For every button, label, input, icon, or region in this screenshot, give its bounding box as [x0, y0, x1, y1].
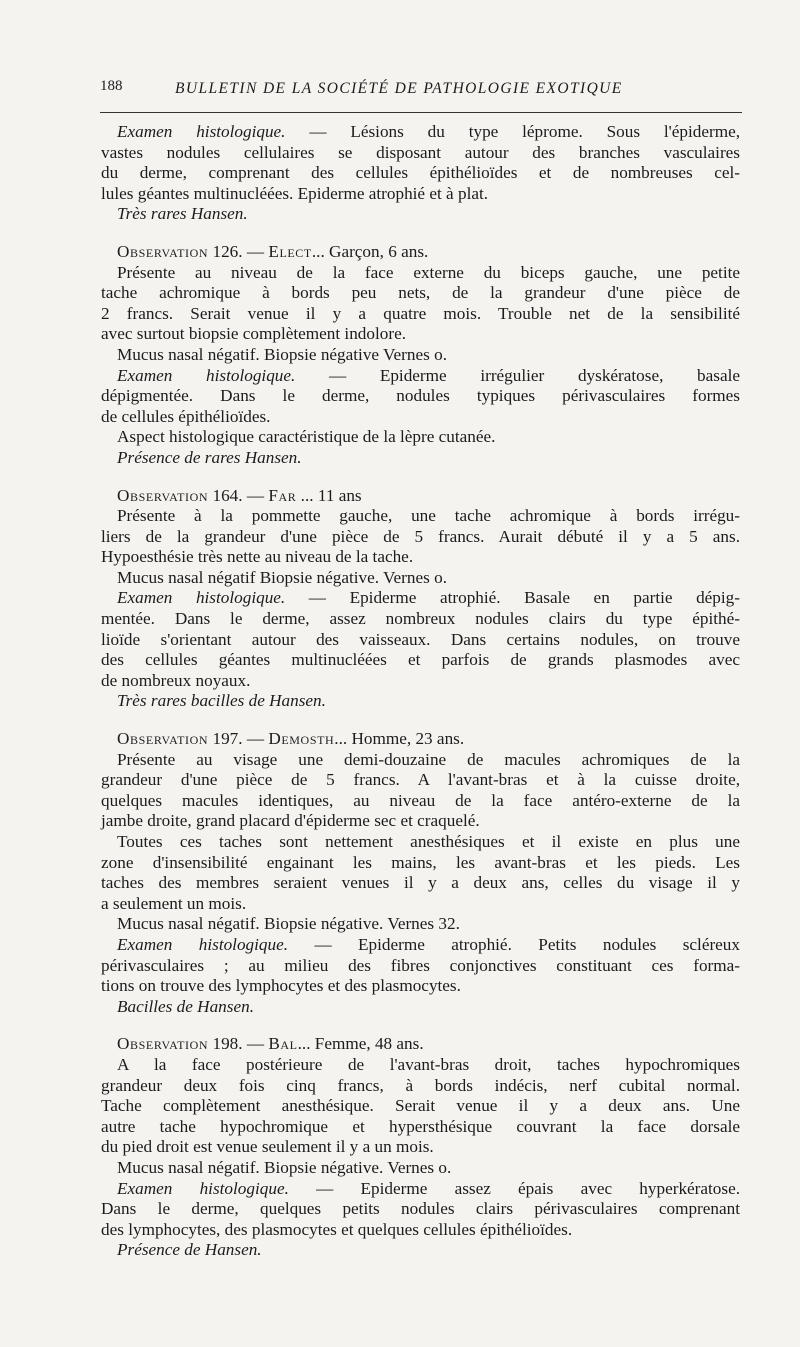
text-line: Présente au niveau de la face externe du biceps gauche, une petite — [117, 262, 740, 282]
header-rule — [100, 112, 742, 113]
text-line: Présente au visage une demi-douzaine de macules achromiques de la — [117, 749, 740, 769]
text-line: Dans le derme, quelques petits nodules clairs périvasculaires comprenant — [101, 1199, 740, 1219]
text-line: Toutes ces taches sont nettement anesthésiques et il existe en plus une — [117, 832, 740, 851]
text-line: Examen histologique. — Epiderme assez épais avec hyperkératose. — [117, 1178, 741, 1198]
text-line: lioïde s'orientant autour des vaisseaux. Dans certains nodules, on trouve — [101, 629, 740, 649]
text-line: Examen histologique. — Epiderme atrophié. Basale en partie dépig- — [117, 588, 740, 608]
running-head — [100, 76, 734, 106]
text-line: du pied droit est venue seulement il y a un mois. — [101, 1137, 434, 1157]
text-line: des cellules géantes multinucléées et parfois de grands plasmodes avec — [101, 650, 740, 670]
text-line: périvasculaires ; au milieu des fibres conjonctives constituant ces forma- — [101, 955, 740, 975]
observation-heading: Observation 197. — Demosth... Homme, 23 ans. — [117, 729, 465, 749]
text-line: liers de la grandeur d'une pièce de 5 francs. Aurait débuté il y a 5 ans. — [101, 526, 740, 546]
text-line: Mucus nasal négatif. Biopsie négative. Vernes o. — [117, 1157, 452, 1177]
text-line: grandeur deux fois cinq francs, à bords indécis, nerf cubital normal. — [101, 1075, 740, 1095]
journal-title: BULLETIN DE LA SOCIÉTÉ DE PATHOLOGIE EXOTIQUE — [175, 80, 623, 97]
result-line: Très rares bacilles de Hansen. — [117, 691, 326, 711]
text-line: Examen histologique. — Epiderme atrophié. Petits nodules scléreux — [117, 934, 740, 954]
result-line: Présence de rares Hansen. — [117, 447, 302, 467]
observation-heading: Observation 164. — Far ... 11 ans — [117, 485, 362, 505]
text-line: a seulement un mois. — [101, 893, 247, 913]
text-line: de cellules épithélioïdes. — [101, 406, 271, 426]
text-line: jambe droite, grand placard d'épiderme sec et craquelé. — [101, 811, 480, 831]
text-line: taches des membres seraient venues il y a deux ans, celles du visage il y — [101, 873, 740, 893]
text-line: lules géantes multinucléées. Epiderme atrophié et à plat. — [101, 183, 489, 203]
text-line: Examen histologique. — Lésions du type léprome. Sous l'épiderme, — [117, 122, 740, 141]
observation-164 — [101, 486, 740, 713]
text-line: vastes nodules cellulaires se disposant autour des branches vasculaires — [101, 142, 740, 162]
text-line: tache achromique à bords peu nets, de la grandeur d'une pièce de — [101, 283, 740, 303]
section-label: Examen histologique. — [117, 934, 289, 954]
observation-heading: Observation 198. — Bal... Femme, 48 ans. — [117, 1034, 424, 1054]
text-line: Mucus nasal négatif. Biopsie négative Vernes o. — [117, 344, 447, 364]
observation-126 — [101, 242, 740, 469]
text-line: Aspect histologique caractéristique de la lèpre cutanée. — [117, 427, 496, 447]
text-line: de nombreux noyaux. — [101, 670, 251, 690]
section-label: Examen histologique. — [117, 365, 296, 385]
text-line: des lymphocytes, des plasmocytes et quelques cellules épithélioïdes. — [101, 1219, 573, 1239]
observation-heading: Observation 126. — Elect... Garçon, 6 ans. — [117, 241, 429, 261]
article-body — [101, 122, 740, 1261]
result-line: Présence de Hansen. — [117, 1240, 262, 1260]
page-number: 188 — [100, 78, 123, 94]
text-line: Mucus nasal négatif Biopsie négative. Vernes o. — [117, 567, 447, 587]
text-line: Tache complètement anesthésique. Serait venue il y a deux ans. Une — [101, 1096, 740, 1116]
text-line: avec surtout biopsie complètement indolore. — [101, 324, 406, 344]
intro-paragraph — [101, 122, 740, 225]
text-line: zone d'insensibilité engainant les mains, les avant-bras et les pieds. Les — [101, 852, 740, 872]
result-line: Bacilles de Hansen. — [117, 996, 254, 1016]
text-line: Hypoesthésie très nette au niveau de la tache. — [101, 547, 414, 567]
section-label: Examen histologique. — [117, 1178, 289, 1198]
text-line: grandeur d'une pièce de 5 francs. A l'avant-bras et à la cuisse droite, — [101, 770, 740, 790]
observation-198 — [101, 1034, 740, 1261]
text-line: A la face postérieure de l'avant-bras droit, taches hypochromiques — [117, 1054, 740, 1074]
text-line: Examen histologique. — Epiderme irrégulier dyskératose, basale — [117, 365, 740, 385]
section-label: Examen histologique. — [117, 588, 286, 608]
text-line: mentée. Dans le derme, assez nombreux nodules clairs du type épithé- — [101, 609, 740, 629]
text-line: quelques macules identiques, au niveau de la face antéro-externe de la — [101, 790, 740, 810]
text-line: Mucus nasal négatif. Biopsie négative. Vernes 32. — [117, 914, 460, 934]
text-line: 2 francs. Serait venue il y a quatre mois. Trouble net de la sensibilité — [101, 303, 740, 323]
result-line: Très rares Hansen. — [117, 204, 248, 224]
text-line: tions on trouve des lymphocytes et des plasmocytes. — [101, 976, 461, 996]
text-line: dépigmentée. Dans le derme, nodules typiques périvasculaires formes — [101, 386, 740, 406]
text-line: du derme, comprenant des cellules épithélioïdes et de nombreuses cel- — [101, 163, 740, 183]
observation-197 — [101, 729, 740, 1017]
text-line: autre tache hypochromique et hypersthésique couvrant la face dorsale — [101, 1116, 740, 1136]
text-line: Présente à la pommette gauche, une tache achromique à bords irrégu- — [117, 506, 740, 526]
